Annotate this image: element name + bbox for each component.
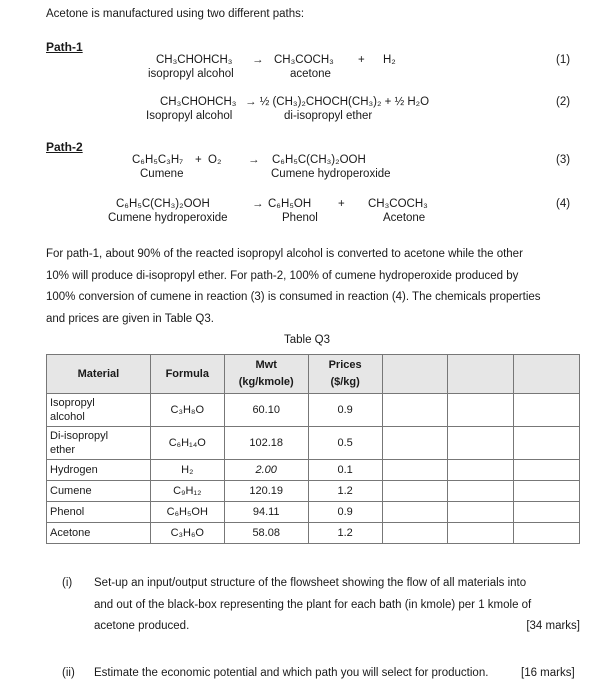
eq1-arrow: → <box>252 54 264 66</box>
cell-price: 0.9 <box>308 502 382 523</box>
question1-text <box>94 573 580 638</box>
eq1-reactant: CH₃CHOHCH₃ <box>156 54 233 66</box>
question1-line: Set-up an input/output structure of the flowsheet showing the flow of all materials into <box>94 577 527 589</box>
eq4-number: (4) <box>556 198 571 210</box>
cell-formula: C₆H₁₄O <box>150 427 224 460</box>
eq1-reactant-name: isopropyl alcohol <box>148 68 234 80</box>
question2-number: (ii) <box>62 667 75 679</box>
eq3-product-name: Cumene hydroperoxide <box>271 168 391 180</box>
cell-empty <box>514 481 580 502</box>
cell-empty <box>448 481 514 502</box>
table-row <box>47 502 580 523</box>
header-price-line2: ($/kg) <box>330 376 360 388</box>
table-header-row <box>47 355 580 394</box>
cell-empty <box>448 394 514 427</box>
eq4-product2-name: Acetone <box>383 212 426 224</box>
header-formula: Formula <box>150 355 224 394</box>
description-paragraph <box>46 244 580 330</box>
cell-formula: H₂ <box>150 460 224 481</box>
paragraph-line: 10% will produce di-isopropyl ether. For path-2, 100% of cumene hydroperoxide produced by <box>46 269 519 282</box>
path1-heading: Path-1 <box>46 40 83 54</box>
properties-table <box>46 354 580 544</box>
cell-price: 1.2 <box>308 523 382 544</box>
cell-formula: C₉H₁₂ <box>150 481 224 502</box>
header-mwt <box>224 355 308 394</box>
eq3-product: C₆H₅C(CH₃)₂OOH <box>272 154 366 166</box>
eq1-product1-name: acetone <box>290 68 331 80</box>
eq3-reactant-name: Cumene <box>140 168 184 180</box>
cell-empty <box>382 481 448 502</box>
header-mwt-line2: (kg/kmole) <box>238 376 294 388</box>
eq4-arrow: → <box>252 198 264 210</box>
cell-empty <box>448 523 514 544</box>
question2-text: Estimate the economic potential and which path you will select for production. <box>94 667 489 679</box>
question1-line3: acetone produced. <box>94 620 190 632</box>
material-line: ether <box>50 444 76 456</box>
cell-empty <box>382 523 448 544</box>
eq2-product-name: di-isopropyl ether <box>284 110 373 122</box>
cell-empty <box>514 427 580 460</box>
cell-formula: C₆H₅OH <box>150 502 224 523</box>
eq3-number: (3) <box>556 154 571 166</box>
cell-mwt: 60.10 <box>224 394 308 427</box>
table-row <box>47 523 580 544</box>
intro-text: Acetone is manufactured using two different paths: <box>46 8 305 20</box>
eq1-plus: + <box>358 54 365 66</box>
cell-price: 0.5 <box>308 427 382 460</box>
eq4-reactant: C₆H₅C(CH₃)₂OOH <box>116 198 210 210</box>
cell-price: 1.2 <box>308 481 382 502</box>
eq4-product1-name: Phenol <box>282 212 318 224</box>
cell-empty <box>382 394 448 427</box>
cell-material: Acetone <box>47 523 151 544</box>
eq1-number: (1) <box>556 54 571 66</box>
header-price <box>308 355 382 394</box>
eq4-plus: + <box>338 198 345 210</box>
cell-empty <box>514 502 580 523</box>
cell-formula: C₃H₈O <box>150 394 224 427</box>
cell-mwt: 120.19 <box>224 481 308 502</box>
eq4-product1: C₆H₅OH <box>268 198 312 210</box>
material-line: Di-isopropyl <box>50 430 109 442</box>
cell-empty <box>382 460 448 481</box>
cell-mwt: 58.08 <box>224 523 308 544</box>
question1-line: and out of the black-box representing the plant for each bath (in kmole) per 1 kmole of <box>94 598 532 611</box>
eq3-plus: + <box>195 154 202 166</box>
cell-material: Phenol <box>47 502 151 523</box>
header-empty <box>514 355 580 394</box>
eq1-product1: CH₃COCH₃ <box>274 54 334 66</box>
eq2-reactant: CH₃CHOHCH₃ <box>160 96 237 108</box>
paragraph-line: and prices are given in Table Q3. <box>46 312 214 325</box>
path2-heading: Path-2 <box>46 140 83 154</box>
eq2-rhs: → ½ (CH₃)₂CHOCH(CH₃)₂ + ½ H₂O <box>245 96 430 108</box>
eq1-product2: H₂ <box>383 54 396 66</box>
header-price-line1: Prices <box>328 359 362 371</box>
table-row <box>47 460 580 481</box>
cell-price: 0.9 <box>308 394 382 427</box>
question1-line <box>94 616 580 638</box>
paragraph-line: For path-1, about 90% of the reacted isopropyl alcohol is converted to acetone while the other <box>46 248 523 260</box>
cell-empty <box>382 502 448 523</box>
cell-material <box>47 394 151 427</box>
material-line: alcohol <box>50 411 85 423</box>
eq3-reactant2: O₂ <box>208 154 222 166</box>
cell-mwt: 102.18 <box>224 427 308 460</box>
table-row <box>47 481 580 502</box>
cell-empty <box>514 523 580 544</box>
cell-price: 0.1 <box>308 460 382 481</box>
paragraph-line: 100% conversion of cumene in reaction (3) is consumed in reaction (4). The chemicals properties <box>46 291 541 303</box>
cell-empty <box>514 394 580 427</box>
question1-marks: [34 marks] <box>526 620 580 632</box>
question2-marks: [16 marks] <box>521 667 575 679</box>
cell-empty <box>448 460 514 481</box>
header-mwt-line1: Mwt <box>255 359 277 371</box>
eq3-reactant: C₆H₅C₃H₇ <box>132 154 184 166</box>
table-caption: Table Q3 <box>284 334 331 346</box>
eq2-number: (2) <box>556 96 571 108</box>
eq2-reactant-name: Isopropyl alcohol <box>146 110 233 122</box>
cell-empty <box>514 460 580 481</box>
eq4-reactant-name: Cumene hydroperoxide <box>108 212 228 224</box>
cell-mwt: 94.11 <box>224 502 308 523</box>
header-empty <box>448 355 514 394</box>
question1-number: (i) <box>62 577 73 589</box>
material-line: Isopropyl <box>50 397 95 409</box>
cell-empty <box>448 427 514 460</box>
eq4-product2: CH₃COCH₃ <box>368 198 428 210</box>
cell-mwt: 2.00 <box>224 460 308 481</box>
table-row <box>47 394 580 427</box>
cell-material <box>47 427 151 460</box>
eq3-arrow: → <box>248 154 260 166</box>
cell-empty <box>448 502 514 523</box>
cell-empty <box>382 427 448 460</box>
header-material: Material <box>47 355 151 394</box>
header-empty <box>382 355 448 394</box>
cell-formula: C₃H₆O <box>150 523 224 544</box>
cell-material: Hydrogen <box>47 460 151 481</box>
table-row <box>47 427 580 460</box>
cell-material: Cumene <box>47 481 151 502</box>
